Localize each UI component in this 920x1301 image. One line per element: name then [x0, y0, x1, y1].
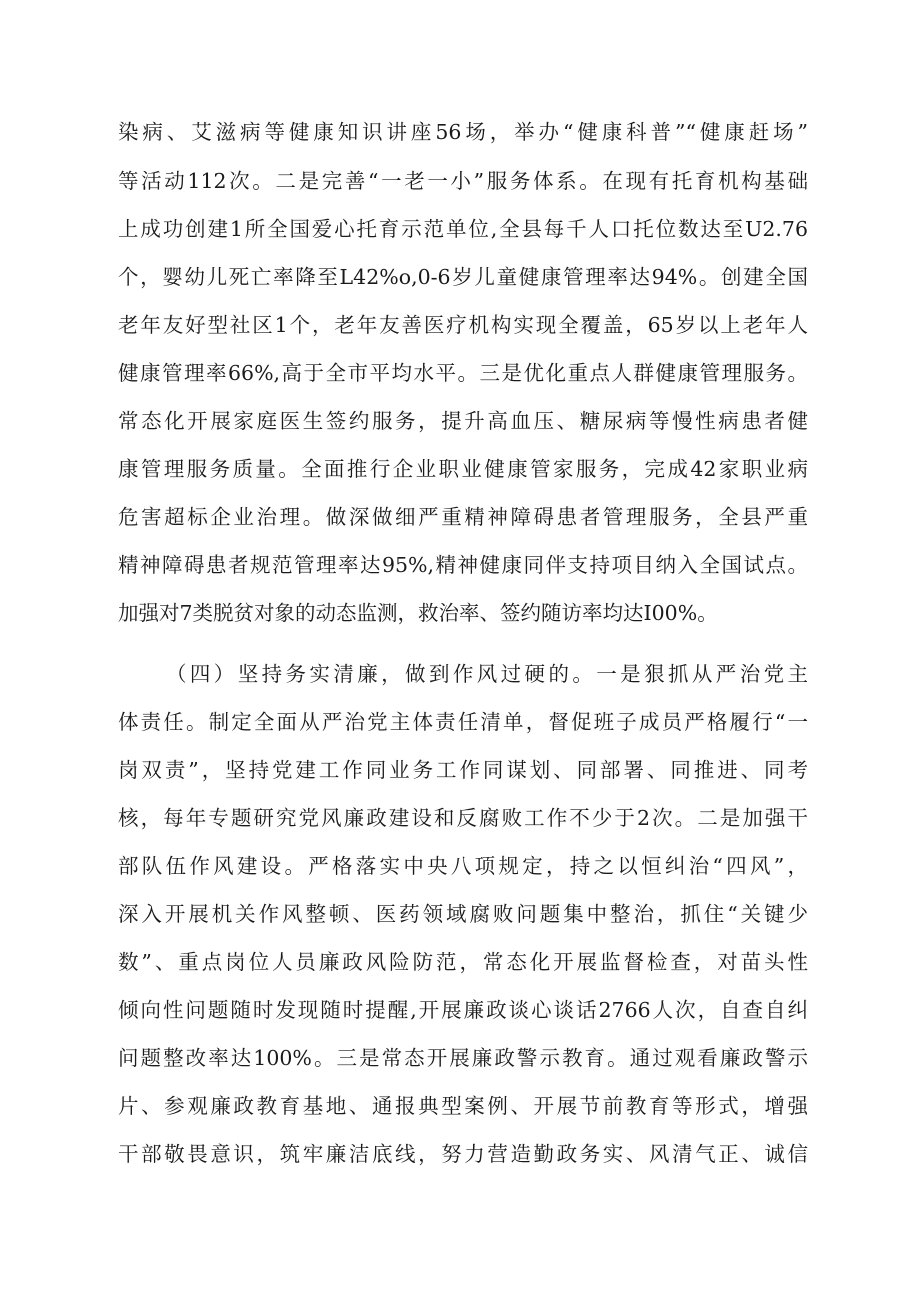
- text-line: （四）坚持务实清廉，做到作风过硬的。一是狠抓从严治党主: [166, 662, 808, 686]
- text-line: 精神障碍患者规范管理率达95%,精神健康同伴支持项目纳入全国试点。: [118, 553, 808, 577]
- text-line: 老年友好型社区1个，老年友善医疗机构实现全覆盖，65岁以上老年人: [118, 313, 808, 337]
- text-line: 部队伍作风建设。严格落实中央八项规定，持之以恒纠治“四风”，: [118, 854, 808, 878]
- text-line: 深入开展机关作风整顿、医药领域腐败问题集中整治，抓住“关键少: [118, 902, 808, 926]
- text-line: 健康管理率66%,高于全市平均水平。三是优化重点人群健康管理服务。: [118, 361, 808, 385]
- text-line: 片、参观廉政教育基地、通报典型案例、开展节前教育等形式，增强: [118, 1094, 808, 1118]
- text-line: 等活动112次。二是完善“一老一小”服务体系。在现有托育机构基础: [118, 169, 808, 193]
- text-line: 体责任。制定全面从严治党主体责任清单，督促班子成员严格履行“一: [118, 710, 808, 734]
- text-line: 数”、重点岗位人员廉政风险防范，常态化开展监督检查，对苗头性: [118, 950, 808, 974]
- text-line: 核，每年专题研究党风廉政建设和反腐败工作不少于2次。二是加强干: [118, 806, 808, 830]
- text-line: 加强对7类脱贫对象的动态监测，救治率、签约随访率均达I00%。: [118, 601, 718, 625]
- text-line: 染病、艾滋病等健康知识讲座56场，举办“健康科普”“健康赶场”: [118, 120, 808, 144]
- text-line: 岗双责”，坚持党建工作同业务工作同谋划、同部署、同推进、同考: [118, 758, 808, 782]
- text-line: 倾向性问题随时发现随时提醒,开展廉政谈心谈话2766人次，自查自纠: [118, 998, 808, 1022]
- text-line: 个，婴幼儿死亡率降至L42%o,0-6岁儿童健康管理率达94%。创建全国: [118, 265, 808, 289]
- text-line: 康管理服务质量。全面推行企业职业健康管家服务，完成42家职业病: [118, 457, 808, 481]
- text-line: 问题整改率达100%。三是常态开展廉政警示教育。通过观看廉政警示: [118, 1046, 808, 1070]
- text-line: 常态化开展家庭医生签约服务，提升高血压、糖尿病等慢性病患者健: [118, 409, 808, 433]
- text-line: 上成功创建1所全国爱心托育示范单位,全县每千人口托位数达至U2.76: [118, 217, 808, 241]
- text-line: 危害超标企业治理。做深做细严重精神障碍患者管理服务，全县严重: [118, 505, 808, 529]
- text-line: 干部敬畏意识，筑牢廉洁底线，努力营造勤政务实、风清气正、诚信: [118, 1142, 808, 1166]
